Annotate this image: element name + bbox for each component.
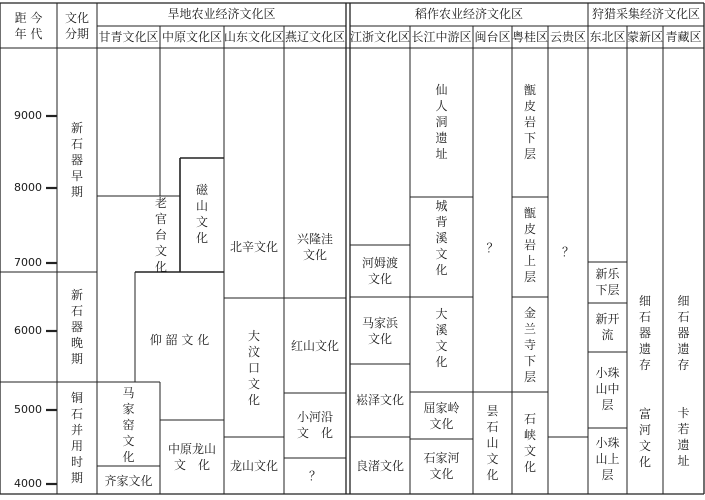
culture-laoguantai: 老 官 台 文 化 [154,196,167,274]
culture-chengbeixi: 城 背 溪 文 化 [435,199,448,277]
culture-beixin: 北辛文化 [229,240,278,254]
culture-yangshao: 仰 韶 文 化 [149,333,210,347]
culture-cishan: 磁 山 文 化 [195,183,208,245]
culture-xinle-lower: 新乐 下层 [595,267,620,297]
year-label: 9000 [14,109,42,122]
culture-tanshishan: 昙 石 山 文 化 [486,404,499,482]
culture-karuo: 卡 若 遗 址 [677,406,690,468]
region-header: 粤桂区 [512,30,549,44]
group-header-rice: 稻作农业经济文化区 [414,7,523,21]
period-header: 文化 分期 [64,11,89,41]
period-chalcolithic: 铜 石 并 用 时 期 [70,391,83,485]
group-header-dryland: 旱地农业经济文化区 [167,7,276,21]
year-label: 6000 [14,324,42,337]
culture-xinglongwa: 兴隆洼 文化 [296,232,333,262]
period-early-neolithic: 新 石 器 早 期 [70,121,83,199]
culture-unknown: ？ [486,241,499,255]
culture-unknown: ？ [308,469,321,483]
culture-shixia: 石 峡 文 化 [523,412,536,474]
culture-hongshan: 红山文化 [290,339,339,353]
region-header: 中原文化区 [161,30,222,44]
culture-shijiahe: 石家河 文化 [423,451,460,481]
region-header: 闽台区 [474,30,511,44]
region-header: 青藏区 [665,30,702,44]
culture-microlithic-qingzang: 细 石 器 遗 存 [677,294,690,372]
period-late-neolithic: 新 石 器 晚 期 [70,288,83,366]
culture-qujialing: 屈家岭 文化 [423,401,460,431]
age-header: 距 今 年 代 [14,11,43,41]
culture-qijia: 齐家文化 [104,474,153,488]
culture-xianrendong: 仙 人 洞 遗 址 [435,83,448,161]
culture-zengpiyan-upper: 甑 皮 岩 上 层 [523,206,536,284]
region-header: 江浙文化区 [350,30,411,44]
culture-daxi: 大 溪 文 化 [435,307,448,369]
culture-zhongyuan-longshan: 中原龙山 文 化 [167,442,216,472]
year-label: 4000 [14,477,42,490]
region-header: 山东文化区 [224,30,285,44]
culture-xiaozhushan-upper: 小珠 山上 层 [595,436,620,482]
culture-unknown: ？ [561,245,574,259]
culture-liangzhu: 良渚文化 [355,459,404,473]
year-label: 7000 [14,256,42,269]
culture-zengpiyan-lower: 甑 皮 岩 下 层 [523,83,536,161]
culture-majiayao: 马 家 窑 文 化 [122,386,135,464]
culture-microlithic-mengxin: 细 石 器 遗 存 [638,294,651,372]
culture-xiaozhushan-middle: 小珠 山中 层 [595,366,620,412]
culture-xiaoheyan: 小河沿 文 化 [296,410,333,440]
culture-fuhe: 富 河 文 化 [638,407,651,469]
region-header: 蒙新区 [627,30,664,44]
region-header: 东北区 [589,30,626,44]
culture-jinlansi-lower: 金 兰 寺 下 层 [523,306,536,384]
culture-xinkailiu: 新开 流 [595,312,620,342]
culture-majiabang: 马家浜 文化 [361,316,398,346]
region-header: 长江中游区 [411,30,472,44]
region-header: 燕辽文化区 [284,30,345,44]
culture-longshan: 龙山文化 [229,459,278,473]
region-header: 云贵区 [549,30,586,44]
group-header-hunting: 狩猎采集经济文化区 [591,7,700,21]
culture-songze: 崧泽文化 [355,393,404,407]
region-header: 甘青文化区 [98,30,159,44]
culture-dawenkou: 大 汶 口 文 化 [247,329,260,407]
year-label: 8000 [14,181,42,194]
year-label: 5000 [14,403,42,416]
culture-hemudu: 河姆渡 文化 [361,256,398,286]
